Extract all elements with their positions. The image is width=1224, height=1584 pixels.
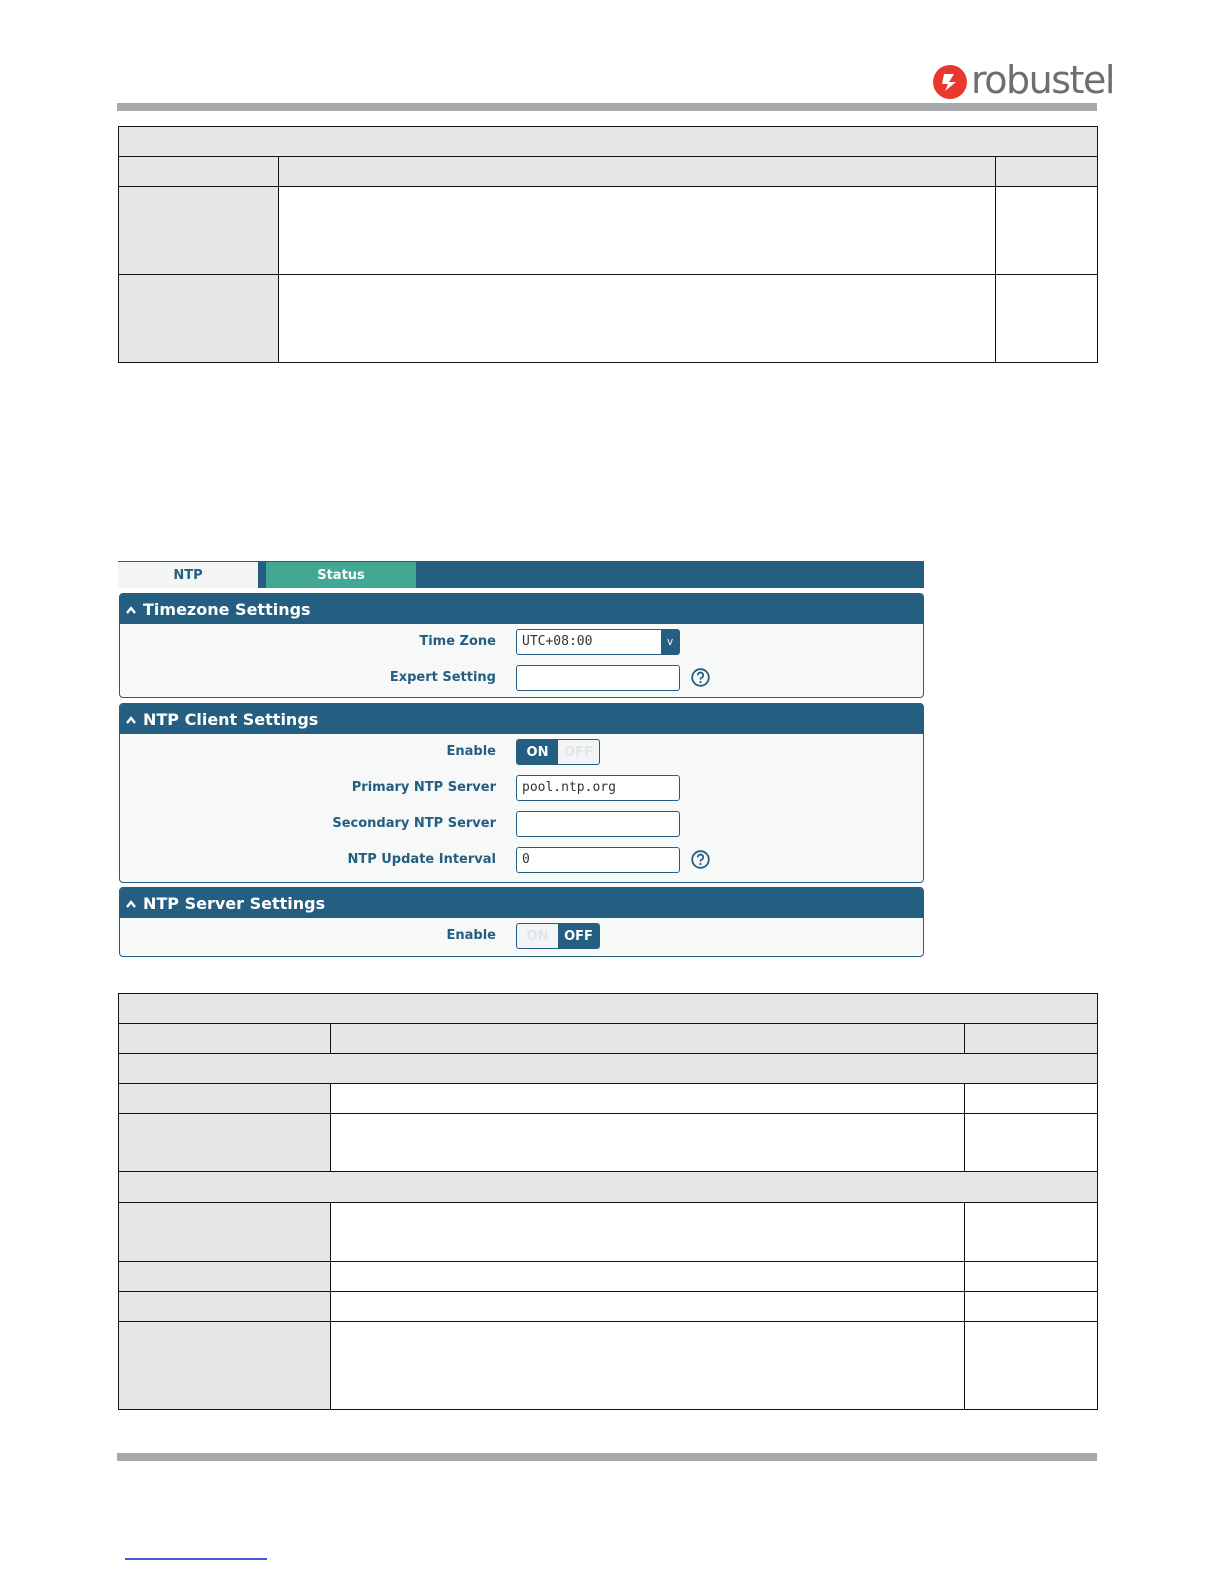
table-row-label — [119, 1084, 331, 1114]
footer-link-underline[interactable] — [125, 1558, 267, 1560]
table-row-label — [119, 1203, 331, 1262]
time-zone-label: Time Zone — [419, 634, 496, 649]
client-enable-row — [120, 739, 923, 765]
chevron-down-icon[interactable]: v — [661, 630, 679, 654]
table-section-cell — [119, 1172, 1098, 1203]
table-row-default — [965, 1322, 1098, 1410]
server-enable-label: Enable — [446, 928, 496, 943]
header-rule — [117, 103, 1097, 111]
table-row-default — [965, 1262, 1098, 1292]
chevron-up-icon — [125, 704, 139, 735]
table-header-cell — [119, 157, 279, 187]
primary-server-row — [120, 775, 923, 801]
panel-title: NTP Client Settings — [143, 710, 319, 729]
table-row-default — [965, 1292, 1098, 1322]
table-row-desc — [331, 1084, 965, 1114]
primary-server-input[interactable]: pool.ntp.org — [516, 775, 680, 801]
question-circle-icon[interactable] — [691, 850, 707, 866]
time-zone-select[interactable] — [516, 629, 680, 655]
table-row-desc — [331, 1114, 965, 1172]
table-row-label — [119, 1114, 331, 1172]
table-row-label — [119, 187, 279, 275]
server-enable-toggle[interactable] — [516, 923, 600, 949]
parameter-table-bottom — [118, 993, 1098, 1410]
table-row-label — [119, 1322, 331, 1410]
toggle-on-label: ON — [526, 929, 549, 944]
table-row-desc — [279, 187, 996, 275]
robustel-logo-icon — [933, 65, 967, 99]
table-row-default — [996, 275, 1098, 363]
footer-rule — [117, 1453, 1097, 1461]
tab-ntp[interactable]: NTP — [118, 562, 258, 588]
table-header-cell — [331, 1024, 965, 1054]
ntp-settings-screenshot — [118, 561, 924, 959]
secondary-server-row — [120, 811, 923, 837]
table-header-cell — [119, 1024, 331, 1054]
table-section-cell — [119, 1054, 1098, 1084]
time-zone-row — [120, 629, 923, 655]
table-row-label — [119, 1262, 331, 1292]
expert-setting-input[interactable] — [516, 665, 680, 691]
table-header-cell — [965, 1024, 1098, 1054]
update-interval-row — [120, 847, 923, 873]
client-enable-label: Enable — [446, 744, 496, 759]
table-row-desc — [331, 1322, 965, 1410]
tab-status[interactable]: Status — [266, 562, 416, 588]
chevron-up-icon — [125, 594, 139, 625]
timezone-settings-header[interactable] — [120, 594, 923, 624]
table-title-cell — [119, 994, 1098, 1024]
update-interval-label: NTP Update Interval — [347, 852, 496, 867]
table-header-cell — [279, 157, 996, 187]
time-zone-value: UTC+08:00 — [522, 634, 593, 649]
ntp-client-settings-header[interactable] — [120, 704, 923, 734]
tab-bar — [118, 561, 924, 588]
secondary-server-label: Secondary NTP Server — [332, 816, 496, 831]
ntp-server-settings-header[interactable] — [120, 888, 923, 918]
parameter-table-top — [118, 126, 1098, 363]
table-header-cell — [996, 157, 1098, 187]
server-enable-row — [120, 923, 923, 949]
table-row-default — [965, 1203, 1098, 1262]
toggle-off-label: OFF — [564, 745, 593, 760]
client-enable-toggle[interactable] — [516, 739, 600, 765]
table-row-default — [965, 1084, 1098, 1114]
table-row-default — [996, 187, 1098, 275]
table-row-label — [119, 275, 279, 363]
table-row-desc — [331, 1292, 965, 1322]
table-row-desc — [331, 1262, 965, 1292]
panel-title: NTP Server Settings — [143, 894, 326, 913]
table-row-desc — [279, 275, 996, 363]
timezone-settings-panel — [119, 593, 924, 698]
question-circle-icon[interactable] — [691, 668, 707, 684]
toggle-off-label: OFF — [558, 924, 599, 948]
chevron-up-icon — [125, 888, 139, 919]
secondary-server-input[interactable] — [516, 811, 680, 837]
brand-name: robustel — [971, 58, 1114, 102]
panel-title: Timezone Settings — [143, 600, 311, 619]
ntp-server-settings-panel — [119, 887, 924, 957]
expert-setting-label: Expert Setting — [389, 670, 496, 685]
table-title-cell — [119, 127, 1098, 157]
toggle-on-label: ON — [517, 740, 558, 764]
table-row-label — [119, 1292, 331, 1322]
primary-server-label: Primary NTP Server — [351, 780, 496, 795]
table-row-desc — [331, 1203, 965, 1262]
update-interval-input[interactable]: 0 — [516, 847, 680, 873]
ntp-client-settings-panel — [119, 703, 924, 883]
robustel-logo — [933, 58, 1114, 104]
expert-setting-row — [120, 665, 923, 691]
table-row-default — [965, 1114, 1098, 1172]
